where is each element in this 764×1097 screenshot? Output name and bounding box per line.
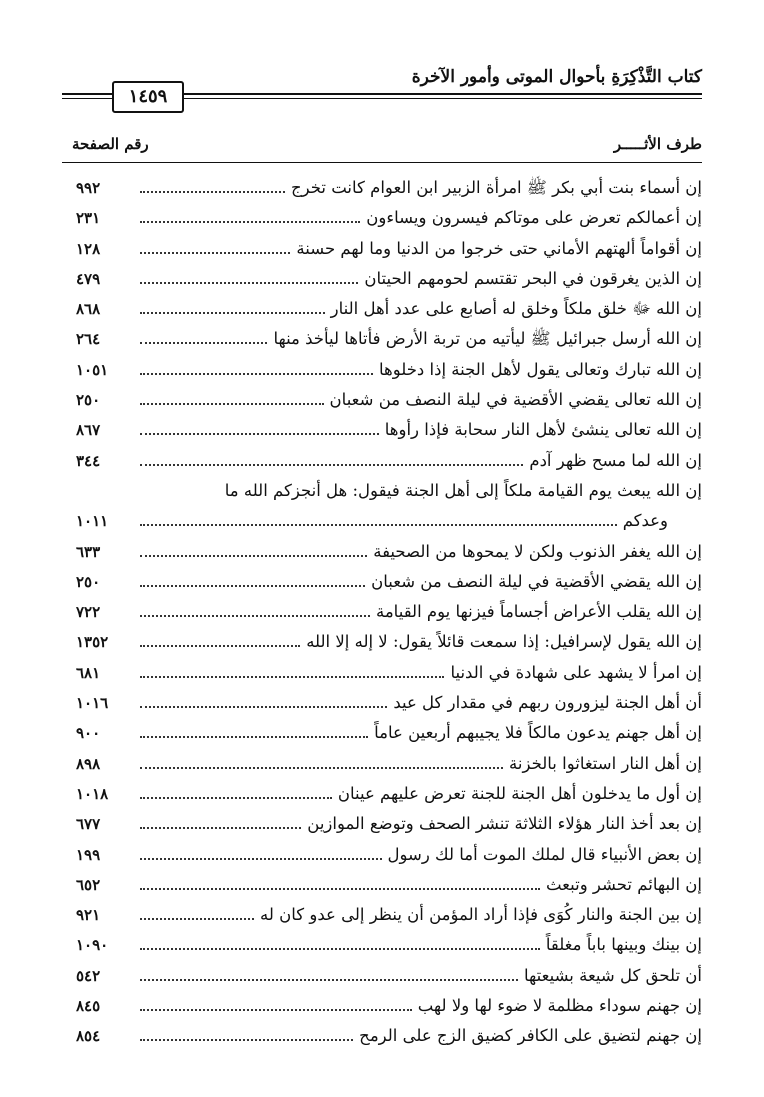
index-entry-text: إن امرأ لا يشهد على شهادة في الدنيا — [450, 662, 702, 682]
index-entry-text: إن بعض الأنبياء قال لملك الموت أما لك رسول — [387, 844, 702, 864]
dot-leader — [140, 1039, 353, 1041]
index-entry-page: ٢٥٠ — [76, 572, 101, 591]
index-entry-text: إن الله أرسل جبرائيل ﷺ ليأتيه من تربة الأرض فأتاها ليأخذ منها — [273, 329, 702, 349]
dot-leader — [140, 827, 301, 829]
index-entry-page: ١٠٥١ — [76, 360, 109, 379]
index-entry — [62, 840, 702, 870]
index-entry-text: أن تلحق كل شيعة بشيعتها — [524, 965, 702, 985]
dot-leader — [140, 221, 360, 223]
dot-leader — [140, 706, 387, 708]
index-entry-text: إن الذين يغرقون في البحر تقتسم لحومهم الحيتان — [364, 268, 702, 288]
index-entry-text: إن أهل جهنم يدعون مالكاً فلا يجيبهم أربعين عاماً — [374, 723, 702, 743]
column-headings — [62, 135, 702, 159]
index-entry — [62, 446, 702, 476]
index-entry — [62, 476, 702, 506]
index-entry-page: ٢٥٠ — [76, 391, 101, 410]
index-entry — [62, 385, 702, 415]
dot-leader — [140, 373, 373, 375]
index-entry-text: إن الله تعالى ينشئ لأهل النار سحابة فإذا رأوها — [384, 420, 702, 440]
index-entry-text: إن الله تعالى يقضي الأقضية في ليلة النصف من شعبان — [329, 390, 702, 410]
index-entry — [62, 718, 702, 748]
index-entry — [62, 688, 702, 718]
index-entry-page: ٥٤٢ — [76, 966, 101, 985]
index-entry-text: إن أعمالكم تعرض على موتاكم فيسرون ويساءون — [366, 208, 702, 228]
index-entry — [62, 567, 702, 597]
index-entry-page: ١٠١١ — [76, 512, 109, 531]
index-entry — [62, 1021, 702, 1051]
index-entry — [62, 900, 702, 930]
dot-leader — [140, 342, 267, 344]
dot-leader — [140, 736, 368, 738]
index-entry — [62, 324, 702, 354]
index-entry-text: إن الله يغفر الذنوب ولكن لا يمحوها من الصحيفة — [373, 541, 702, 561]
dot-leader — [140, 645, 300, 647]
dot-leader — [140, 433, 379, 435]
index-entry-page: ٤٧٩ — [76, 269, 101, 288]
dot-leader — [140, 403, 324, 405]
index-entry-text: إن جهنم لتضيق على الكافر كضيق الزج على الرمح — [359, 1026, 702, 1046]
dot-leader — [140, 948, 540, 950]
index-entry-text: إن الله يقلب الأعراض أجساماً فيزنها يوم القيامة — [376, 602, 702, 622]
index-entry-page: ٦٣٣ — [76, 542, 101, 561]
dot-leader — [140, 858, 382, 860]
dot-leader — [140, 555, 367, 557]
index-entry — [62, 870, 702, 900]
index-entry-page: ٨٩٨ — [76, 754, 101, 773]
index-entry — [62, 415, 702, 445]
index-entry-text: إن أول ما يدخلون أهل الجنة للجنة تعرض عليهم عينان — [337, 783, 702, 803]
index-entry-page: ٦٧٧ — [76, 815, 101, 834]
index-entry-page: ٦٥٢ — [76, 875, 101, 894]
index-entry-text: إن الله يقضي الأقضية في ليلة النصف من شعبان — [371, 571, 702, 591]
index-entry — [62, 779, 702, 809]
column-heading-rule — [62, 162, 702, 163]
dot-leader — [140, 767, 503, 769]
index-entry-text: إن البهائم تحشر وتبعث — [545, 874, 702, 894]
index-entry — [62, 294, 702, 324]
index-entry-text: إن بينك وبينها باباً مغلقاً — [545, 935, 702, 955]
dot-leader — [140, 191, 285, 193]
dot-leader — [140, 797, 332, 799]
index-entry-page: ٢٦٤ — [76, 330, 101, 349]
index-entries — [62, 173, 702, 1052]
index-entry-page: ٨٤٥ — [76, 997, 101, 1016]
book-title: كتاب التَّذْكِرَةِ بأحوال الموتى وأمور الآخرة — [411, 67, 702, 87]
index-entry-text: إن أسماء بنت أبي بكر ﷺ امرأة الزبير ابن العوام كانت تخرج — [290, 178, 702, 197]
dot-leader — [140, 252, 290, 254]
index-entry-text: إن بين الجنة والنار كُوَى فإذا أراد المؤمن أن ينظر إلى عدو كان له — [260, 905, 702, 925]
index-entry — [62, 809, 702, 839]
dot-leader — [140, 312, 325, 314]
index-entry-page: ١٠١٦ — [76, 694, 109, 713]
index-entry — [62, 749, 702, 779]
index-entry-page: ١٢٨ — [76, 239, 101, 258]
index-entry — [62, 203, 702, 233]
index-entry-page: ٩٩٢ — [76, 179, 101, 197]
index-entry — [62, 991, 702, 1021]
index-entry — [62, 597, 702, 627]
index-entry-page: ٣٤٤ — [76, 451, 101, 470]
dot-leader — [140, 524, 617, 526]
dot-leader — [140, 888, 540, 890]
index-entry-text: إن الله يبعث يوم القيامة ملكاً إلى أهل الجنة فيقول: هل أنجزكم الله ما — [224, 480, 702, 500]
index-entry — [62, 537, 702, 567]
index-entry-page: ٩٢١ — [76, 906, 101, 925]
index-entry-text: إن أهل النار استغاثوا بالخزنة — [509, 753, 702, 773]
index-entry-page: ٢٣١ — [76, 209, 101, 228]
index-entry-text: إن الله لما مسح ظهر آدم — [529, 450, 702, 470]
index-entry-page: ١٣٥٢ — [76, 633, 109, 652]
index-entry — [62, 930, 702, 960]
index-entry-text: أن أهل الجنة ليزورون ربهم في مقدار كل عيد — [393, 693, 702, 713]
index-entry-text: وعدكم — [622, 511, 668, 531]
dot-leader — [140, 615, 370, 617]
index-entry-page: ١٠١٨ — [76, 784, 109, 803]
dot-leader — [140, 979, 518, 981]
dot-leader — [140, 282, 358, 284]
index-entry — [62, 627, 702, 657]
index-entry-page: ٨٥٤ — [76, 1027, 101, 1046]
index-entry — [62, 264, 702, 294]
index-entry-page: ١٠٩٠ — [76, 936, 109, 955]
index-entry-text: إن الله ﷻ خلق ملكاً وخلق له أصابع على عدد أهل النار — [330, 299, 702, 319]
index-entry — [62, 506, 702, 536]
index-entry-text: إن بعد أخذ النار هؤلاء الثلاثة تنشر الصحف وتوضع الموازين — [307, 814, 702, 834]
column-heading-hadith: طرف الأثـــــر — [613, 135, 702, 153]
dot-leader — [140, 585, 365, 587]
index-entry-text: إن جهنم سوداء مظلمة لا ضوء لها ولا لهب — [417, 996, 702, 1016]
index-entry — [62, 658, 702, 688]
document-page — [62, 55, 702, 1065]
index-entry-page: ٨٦٨ — [76, 300, 101, 319]
index-entry — [62, 234, 702, 264]
index-entry-text: إن الله تبارك وتعالى يقول لأهل الجنة إذا دخلوها — [379, 359, 702, 379]
index-entry-page: ١٩٩ — [76, 845, 101, 864]
dot-leader — [140, 464, 523, 466]
index-entry-page: ٧٢٢ — [76, 603, 101, 622]
index-entry-page: ٨٦٧ — [76, 421, 101, 440]
dot-leader — [140, 1009, 412, 1011]
index-entry — [62, 173, 702, 203]
column-heading-page: رقم الصفحة — [72, 135, 149, 153]
index-entry — [62, 961, 702, 991]
page-number: ١٤٥٩ — [112, 81, 184, 113]
index-entry-page: ٦٨١ — [76, 663, 101, 682]
dot-leader — [140, 918, 254, 920]
index-entry — [62, 355, 702, 385]
index-entry-text: إن أقواماً ألهتهم الأماني حتى خرجوا من الدنيا وما لهم حسنة — [296, 238, 702, 258]
dot-leader — [140, 676, 444, 678]
index-entry-page: ٩٠٠ — [76, 724, 101, 743]
index-entry-text: إن الله يقول لإسرافيل: إذا سمعت قائلاً يقول: لا إله إلا الله — [306, 632, 702, 652]
